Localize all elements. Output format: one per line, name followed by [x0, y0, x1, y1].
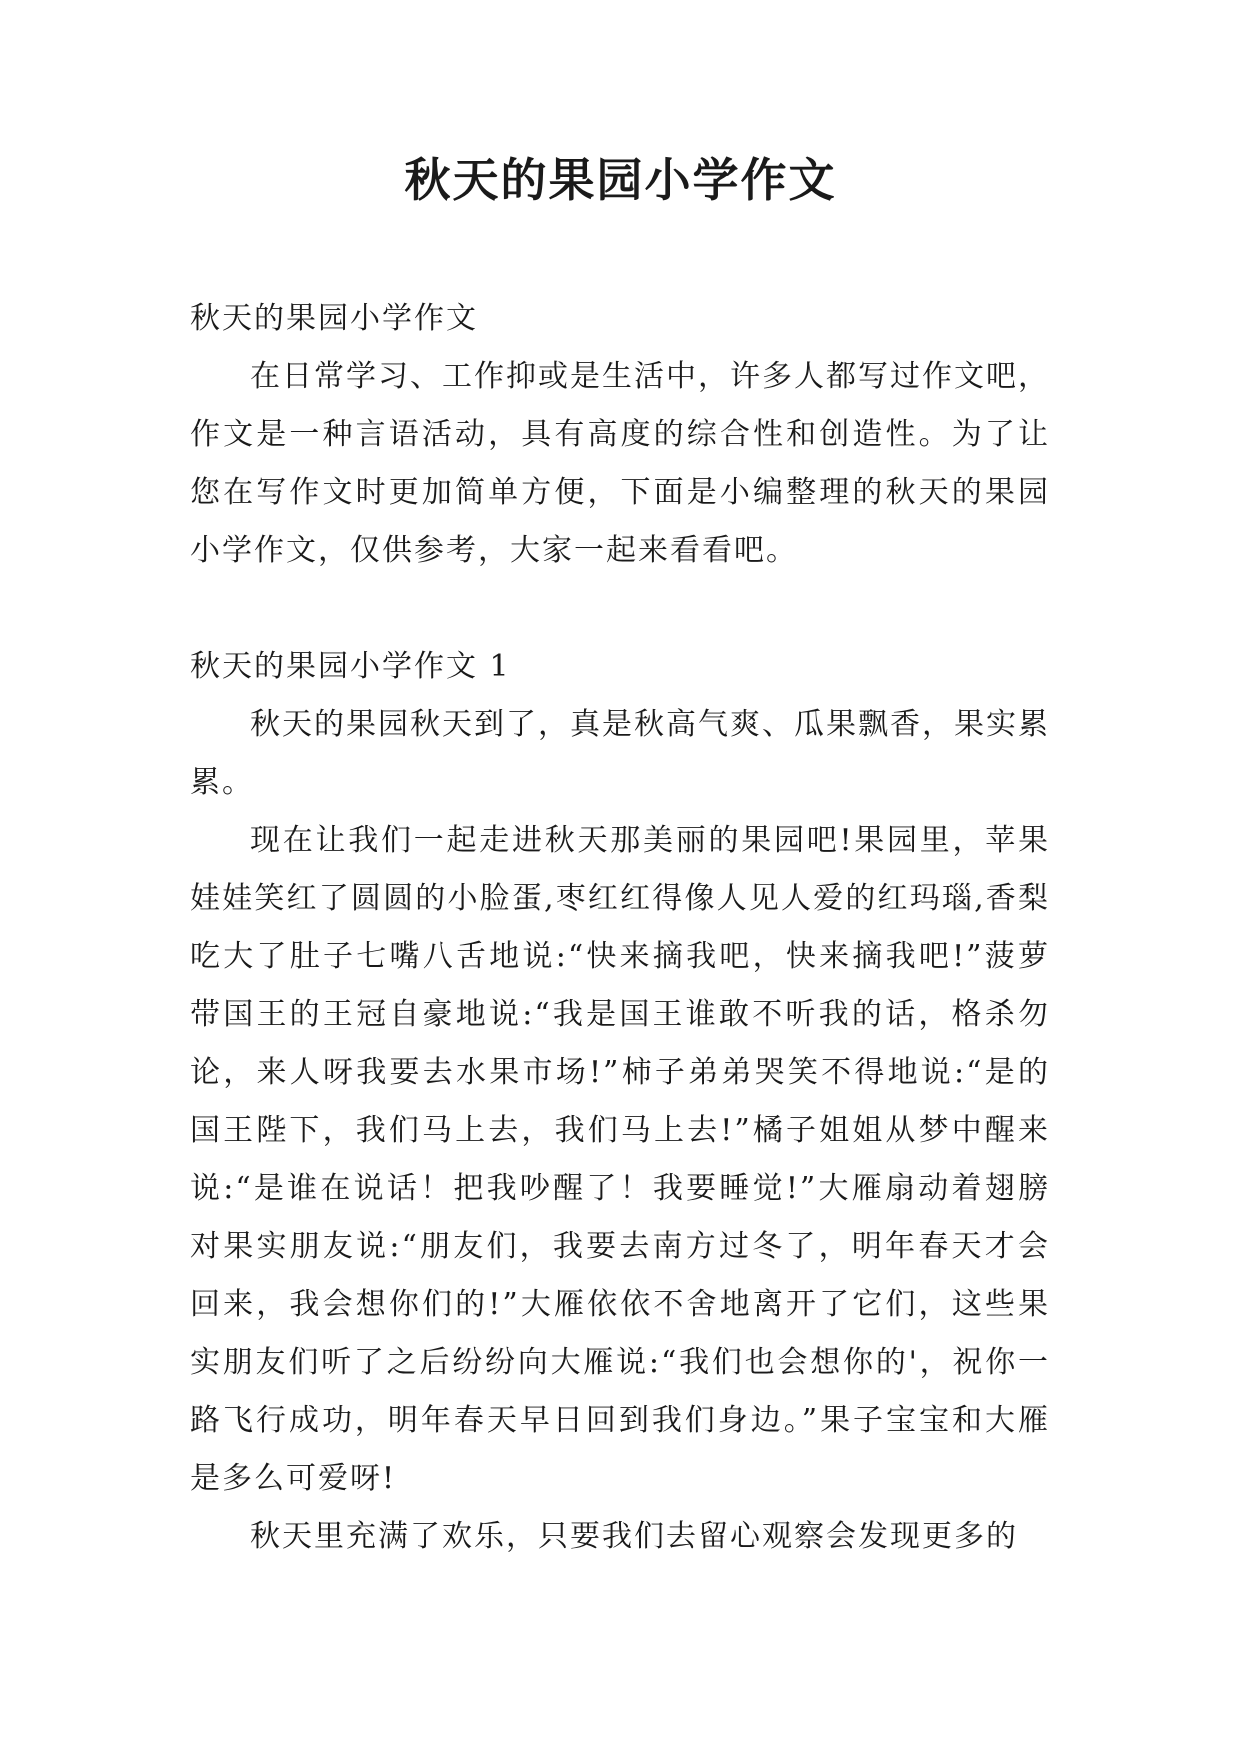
section-gap: [190, 580, 1050, 638]
intro-paragraph: 在日常学习、工作抑或是生活中，许多人都写过作文吧，作文是一种言语活动，具有高度的综合性和创造性。为了让您在写作文时更加简单方便，下面是小编整理的秋天的果园小学作文，仅供参考，大家一起来看看吧。: [190, 359, 1050, 568]
body-paragraph: 秋天的果园秋天到了，真是秋高气爽、瓜果飘香，果实累累。: [190, 707, 1050, 800]
section-heading: 秋天的果园小学作文 1: [190, 649, 511, 684]
document-title: 秋天的果园小学作文: [404, 153, 837, 207]
body-paragraph: 秋天里充满了欢乐，只要我们去留心观察会发现更多的: [250, 1519, 1018, 1554]
document-subtitle: 秋天的果园小学作文: [190, 301, 478, 336]
document-body: [190, 290, 1050, 1566]
body-paragraph: 现在让我们一起走进秋天那美丽的果园吧!果园里，苹果娃娃笑红了圆圆的小脸蛋,枣红红得像人见人爱的红玛瑙,香梨吃大了肚子七嘴八舌地说:“快来摘我吧，快来摘我吧!”菠萝带国王的王冠自豪地说:“我是国王谁敢不听我的话，格杀勿论，来人呀我要去水果市场!”柿子弟弟哭笑不得地说:“是的国王陛下，我们马上去，我们马上去!”橘子姐姐从梦中醒来说:“是谁在说话！把我吵醒了！我要睡觉!”大雁扇动着翅膀对果实朋友说:“朋友们，我要去南方过冬了，明年春天才会回来，我会想你们的!”大雁依依不舍地离开了它们，这些果实朋友们听了之后纷纷向大雁说:“我们也会想你的'，祝你一路飞行成功，明年春天早日回到我们身边。”果子宝宝和大雁是多么可爱呀!: [190, 823, 1050, 1496]
